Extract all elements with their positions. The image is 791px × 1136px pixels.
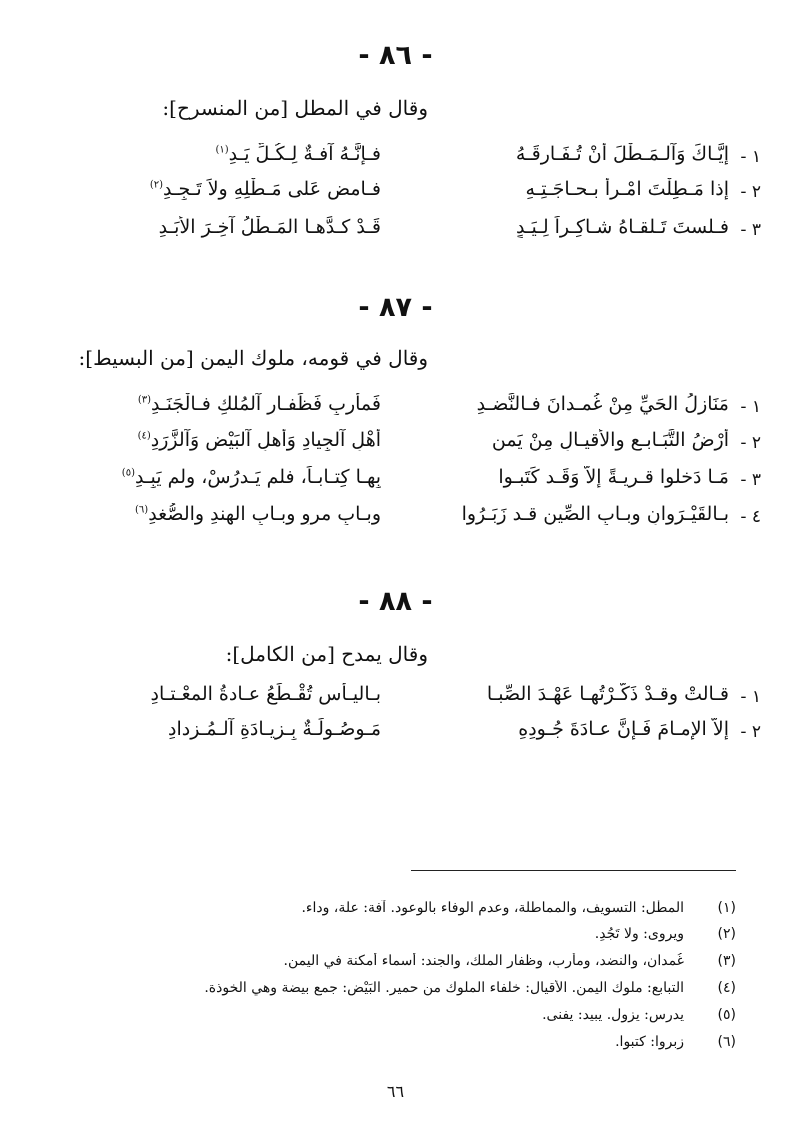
hemistich-text: مَـوصُـولَـةٌ بِـزِيـادَةِ آلـمُـزدادِ [168, 718, 381, 740]
footnote-marker: (١) [215, 144, 229, 156]
footnote [0, 980, 791, 1002]
verse-line [0, 393, 791, 427]
footnote-separator [411, 870, 736, 871]
footnote-marker: (٦) [135, 504, 149, 516]
hemistich-text: أهْلِ آلجِيادِ وَأهلِ آلبَيْضِ وَآلزَّرَدِ [150, 429, 381, 451]
hemistich-text: فـإنَّـهُ آفـةٌ لِـكُـلِّ يَـدِ [228, 143, 381, 165]
footnote-text: التبابع: ملوك اليمن. الأقيال: خلفاء الملوك من حمير. البَيْض: جمع بيضة وهي الخوذة. [204, 980, 684, 996]
verse-number: ١ - [740, 687, 761, 707]
footnote-text: المطْل: التسويف، والمماطلة، وعدم الوفاء بالوعود. آفة: علة، وداء. [301, 900, 684, 916]
footnote [0, 926, 791, 948]
verse-number: ٢ - [740, 722, 761, 742]
hemistich-text: فَمأربٍ فَظَفـارِ آلمُلكِ فـالْجَنَـدِ [151, 393, 381, 415]
footnote-number: (٢) [717, 926, 736, 942]
verse-first-hemistich: قـالتْ وقـدْ ذَكَّـرْتُهـا عَهْـدَ الصِّبـا [486, 683, 729, 705]
verse-line [0, 503, 791, 537]
footnote [0, 1007, 791, 1029]
footnote-text: غُمدان، والنضد، ومأرب، وظفار الملك، والجند: أسماء أمكنة في اليمن. [283, 953, 684, 969]
section-number: - ٨٦ - [358, 40, 433, 71]
verse-first-hemistich: إذا مَـطِلْتَ امْـرأً بـحـاجَـتِـهِ [525, 178, 729, 200]
footnote [0, 900, 791, 922]
page-number: ٦٦ [386, 1082, 405, 1101]
footnote-number: (٤) [717, 980, 736, 996]
footnote-number: (٣) [717, 953, 736, 969]
section-intro: وقال في المطل [من المنسرح]: [162, 96, 428, 120]
verse-second-hemistich [11, 393, 381, 415]
verse-number: ٤ - [740, 507, 761, 527]
verse-line [0, 178, 791, 212]
verse-second-hemistich [11, 429, 381, 451]
verse-line [0, 216, 791, 250]
hemistich-text: وبـابِ مروٍ وبـابِ الهِندِ والصُّغدِ [148, 503, 381, 525]
verse-second-hemistich [11, 683, 381, 705]
verse-first-hemistich: إلاَّ الإمـامَ فَـإنَّ عـادَةَ جُـودِهِ [518, 718, 729, 740]
verse-number: ١ - [740, 147, 761, 167]
verse-line [0, 466, 791, 500]
hemistich-text: فـامضِ عَلى مَـطْلِهِ ولاَ تَـجِـدِ [163, 178, 381, 200]
hemistich-text: بِهـا كِتـابـاً، فلم يَـدرُسْ، ولم يَبِـدِ [134, 466, 381, 488]
verse-number: ١ - [740, 397, 761, 417]
footnote-number: (٥) [717, 1007, 736, 1023]
verse-number: ٣ - [740, 470, 761, 490]
footnote [0, 1034, 791, 1056]
verse-line [0, 718, 791, 752]
verse-second-hemistich [11, 216, 381, 238]
verse-number: ٢ - [740, 182, 761, 202]
verse-first-hemistich: إيَّـاكَ وَآلـمَـطْلَ أنْ تُـفَـارِقَـهُ [515, 143, 729, 165]
footnote-text: زبروا: كتبوا. [615, 1034, 684, 1050]
hemistich-text: بـاليـأْسِ تُقْـطَعُ عـادةُ المعْـتـادِ [150, 683, 381, 705]
verse-line [0, 429, 791, 463]
verse-first-hemistich: أرْضُ التَّبَـابـعِ والأقيـالِ مِنْ يَمنٍ [491, 429, 729, 451]
footnote-marker: (٢) [149, 179, 163, 191]
hemistich-text: قَـدْ كـدَّهـا المَـطْلُ آخِـرَ الأبَـدِ [158, 216, 381, 238]
footnote-text: يدرس: يزول. يبيد: يفنى. [542, 1007, 684, 1023]
verse-second-hemistich [11, 503, 381, 525]
verse-first-hemistich: بـالقَيْـرَوانِ وبـابِ الصِّينِ قـد زَبَـرُوا [461, 503, 729, 525]
footnote-number: (١) [717, 900, 736, 916]
footnote-number: (٦) [717, 1034, 736, 1050]
verse-line [0, 683, 791, 717]
footnote-text: ويروى: ولا تَجُدِ. [594, 926, 684, 942]
verse-second-hemistich [11, 718, 381, 740]
section-intro: وقال في قومه، ملوك اليمن [من البسيط]: [78, 346, 428, 370]
footnote [0, 953, 791, 975]
footnote-marker: (٣) [137, 394, 152, 406]
verse-first-hemistich: مَـا دَخلوا قـريـةً إلاّ وَقَـد كَتَبـوا [498, 466, 729, 488]
footnote-marker: (٤) [137, 430, 151, 442]
footnote-marker: (٥) [121, 467, 135, 479]
verse-second-hemistich [11, 143, 381, 165]
verse-first-hemistich: مَنَازِلُ الحَيِّ مِنْ غُمـدانَ فـالنَّضـدِ [476, 393, 729, 415]
verse-number: ٣ - [740, 220, 761, 240]
section-number: - ٨٧ - [358, 292, 433, 323]
verse-line [0, 143, 791, 177]
verse-second-hemistich [11, 178, 381, 200]
verse-second-hemistich [11, 466, 381, 488]
section-number: - ٨٨ - [358, 586, 433, 617]
verse-number: ٢ - [740, 433, 761, 453]
section-intro: وقال يمدح [من الكامل]: [225, 642, 428, 666]
verse-first-hemistich: فـلستَ تَـلقـاهُ شـاكِـراً لِـيَـدٍ [515, 216, 729, 238]
